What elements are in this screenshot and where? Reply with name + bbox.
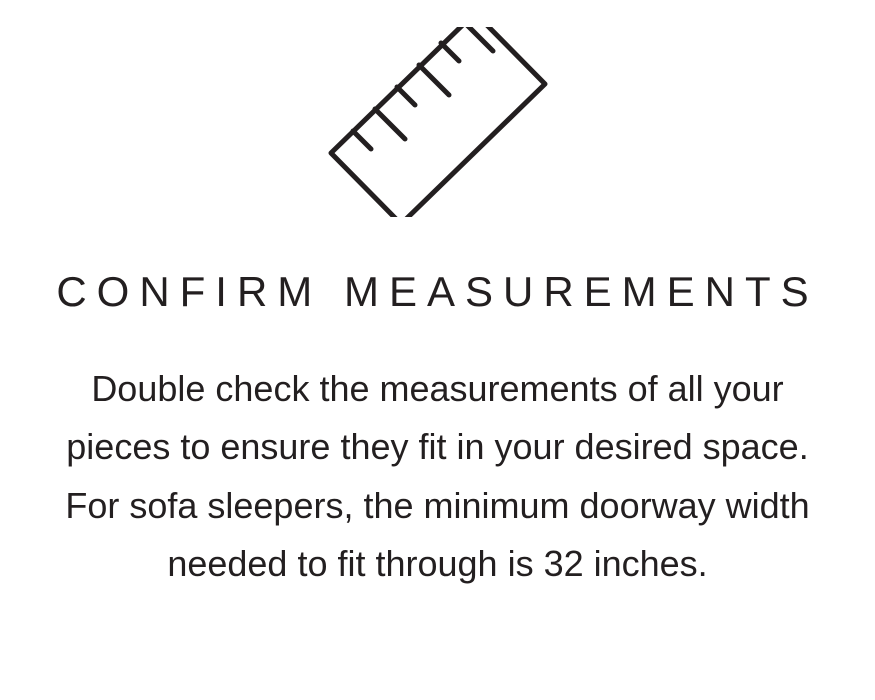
body-text: Double check the measurements of all your pieces to ensure they fit in your desired space. For sofa sleepers, the minimum doorway width needed to fit through is 32 inches. [65, 368, 810, 585]
page-title: CONFIRM MEASUREMENTS [56, 268, 819, 315]
ruler-icon [323, 27, 553, 217]
ruler-icon-container [308, 22, 568, 222]
